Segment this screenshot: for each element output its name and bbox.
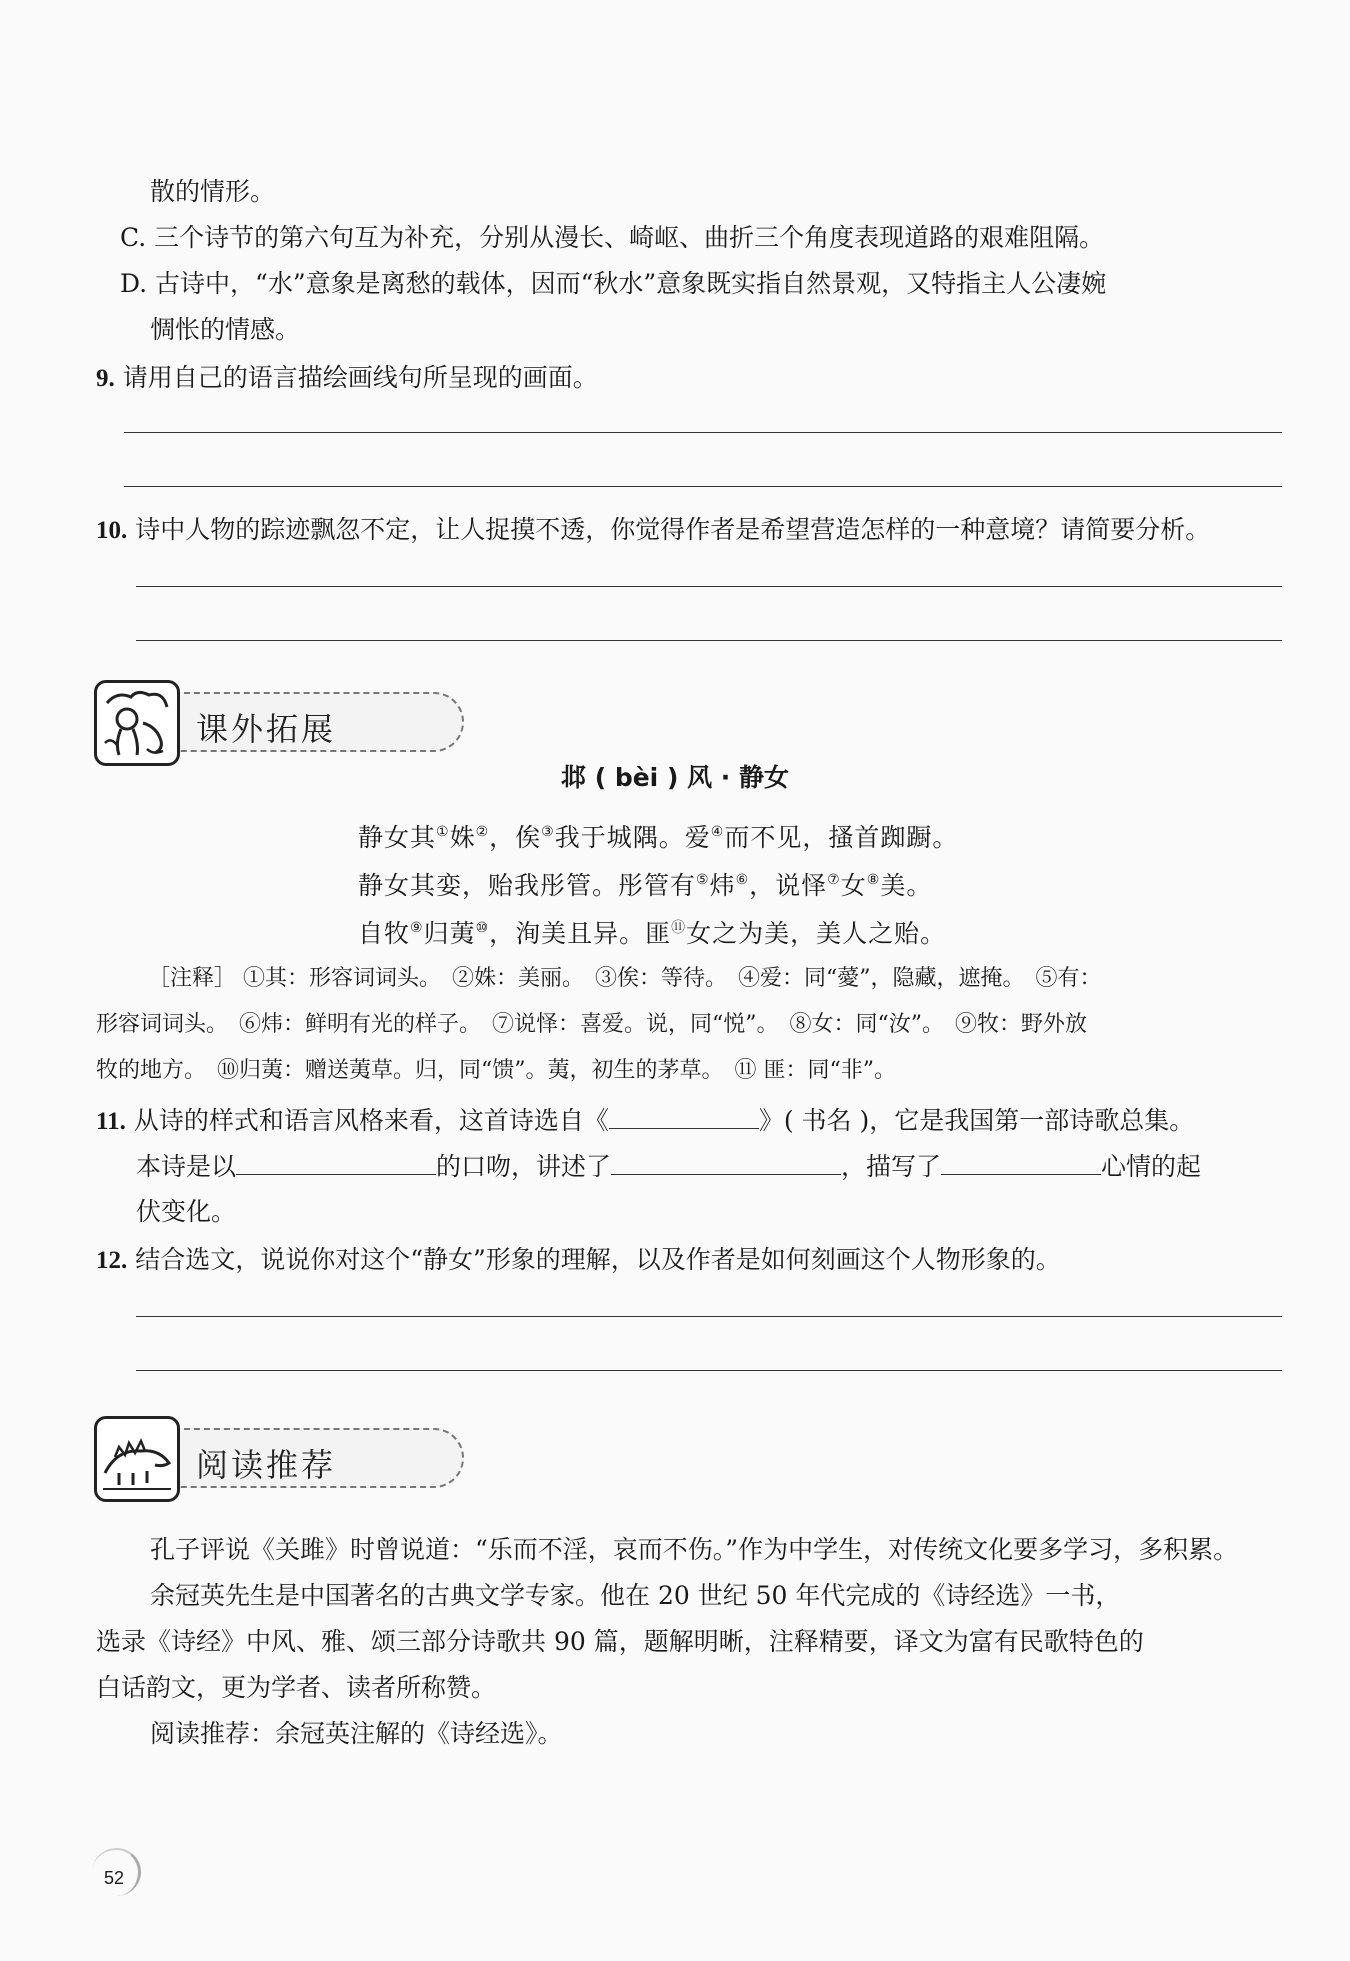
question-text: 的口吻，讲述了 (436, 1152, 612, 1181)
question-text: 本诗是以 (136, 1152, 237, 1181)
poem-text: 女之为美，美人之贻。 (686, 919, 947, 948)
section-label: 阅读推荐 (196, 1446, 337, 1484)
poem-text: 姝 (449, 823, 476, 852)
question-text: 诗中人物的踪迹飘忽不定，让人捉摸不透，你觉得作者是希望营造怎样的一种意境？请简要分析。 (135, 515, 1211, 544)
fill-blank-feeling[interactable] (941, 1148, 1101, 1175)
notes-line-3: 牧的地方。 ⑩归荑：赠送荑草。归，同“馈”。荑，初生的茅草。 ⑪ 匪：同“非”。 (96, 1058, 896, 1083)
poem-title: 邶 ( bèi ) 风 · 静女 (561, 763, 789, 792)
option-c: C. 三个诗节的第六句互为补充，分别从漫长、崎岖、曲折三个角度表现道路的艰难阻隔。 (120, 223, 1105, 252)
question-11-line3: 伏变化。 (136, 1197, 237, 1226)
answer-line[interactable] (124, 486, 1282, 487)
poem-line-3 (358, 916, 946, 952)
option-d-line2: 惆怅的情感。 (150, 315, 301, 344)
notes-line-2: 形容词词头。 ⑥炜：鲜明有光的样子。 ⑦说怿：喜爱。说，同“悦”。 ⑧女：同“汝”。 ⑨牧：野外放 (96, 1012, 1087, 1037)
page-number: 52 (104, 1868, 125, 1888)
answer-line[interactable] (136, 1316, 1282, 1317)
answer-line[interactable] (136, 586, 1282, 587)
notes-line-1: ［注释］ ①其：形容词词头。 ②姝：美丽。 ③俟：等待。 ④爱：同“薆”，隐藏，遮掩。 ⑤有： (148, 966, 1102, 991)
poem-text: ，俟 (489, 823, 542, 852)
section-header-extension (94, 680, 474, 770)
note-marker: ⑥ (735, 872, 750, 888)
question-11-line2 (136, 1148, 1201, 1185)
poem-text: 归荑 (423, 919, 476, 948)
reading-paragraph-2-line2: 选录《诗经》中风、雅、颂三部分诗歌共 90 篇，题解明晰，注释精要，译文为富有民歌特色的 (96, 1627, 1144, 1656)
note-marker: ④ (710, 824, 725, 840)
note-marker: ③ (541, 824, 555, 840)
reading-recommendation: 阅读推荐：余冠英注解的《诗经选》。 (150, 1719, 563, 1748)
poem-text: ，洵美且异。匪 (489, 919, 672, 948)
question-10 (96, 512, 1210, 549)
question-12 (96, 1242, 1061, 1279)
note-marker: ⑦ (827, 872, 841, 888)
question-9 (96, 360, 598, 397)
fill-blank-story[interactable] (611, 1148, 841, 1175)
note-marker: ⑪ (671, 920, 687, 936)
question-text: 结合选文，说说你对这个“静女”形象的理解，以及作者是如何刻画这个人物形象的。 (135, 1245, 1061, 1274)
answer-line[interactable] (136, 640, 1282, 641)
option-b-continuation: 散的情形。 (150, 177, 276, 206)
section-header-reading (94, 1416, 474, 1506)
monkey-icon (94, 680, 180, 766)
poem-text: 我于城隅。爱 (554, 823, 711, 852)
poem-text: ，说怿 (749, 871, 828, 900)
answer-line[interactable] (124, 432, 1282, 433)
poem-text: 而不见，搔首踟蹰。 (724, 823, 959, 852)
note-marker: ① (436, 824, 450, 840)
question-text: 心情的起 (1101, 1152, 1202, 1181)
poem-text: 静女其娈，贻我彤管。彤管有 (358, 871, 697, 900)
note-marker: ⑩ (475, 920, 490, 936)
note-marker: ⑤ (696, 872, 710, 888)
question-text: 从诗的样式和语言风格来看，这首诗选自《 (133, 1106, 609, 1135)
poem-text: 自牧 (358, 919, 411, 948)
note-marker: ⑧ (866, 872, 881, 888)
question-number: 10. (96, 517, 128, 544)
option-d-line1: D. 古诗中，“水”意象是离愁的载体，因而“秋水”意象既实指自然景观，又特指主人公凄婉 (120, 269, 1107, 298)
section-label-box (174, 692, 464, 752)
poem-text: 炜 (709, 871, 736, 900)
poem-text: 女 (840, 871, 867, 900)
poem-text: 静女其 (358, 823, 437, 852)
poem-line-2 (358, 868, 932, 904)
question-number: 11. (96, 1108, 126, 1135)
fill-blank-book-name[interactable] (609, 1102, 759, 1129)
poem-line-1 (358, 820, 958, 856)
poem-text: 美。 (880, 871, 933, 900)
question-number: 12. (96, 1247, 128, 1274)
section-label-box (174, 1428, 464, 1488)
reading-paragraph-2-line1: 余冠英先生是中国著名的古典文学专家。他在 20 世纪 50 年代完成的《诗经选》一书， (150, 1581, 1121, 1610)
question-text: ，描写了 (841, 1152, 942, 1181)
reading-paragraph-1: 孔子评说《关雎》时曾说道：“乐而不淫，哀而不伤。”作为中学生，对传统文化要多学习，多积累。 (150, 1535, 1239, 1564)
reading-paragraph-2-line3: 白话韵文，更为学者、读者所称赞。 (96, 1673, 497, 1702)
section-label: 课外拓展 (196, 710, 337, 748)
fill-blank-voice[interactable] (236, 1148, 436, 1175)
question-text: 请用自己的语言描绘画线句所呈现的画面。 (122, 363, 598, 392)
question-11-line1 (96, 1102, 1194, 1140)
note-marker: ⑨ (410, 920, 424, 936)
question-text: 》( 书名 )，它是我国第一部诗歌总集。 (758, 1106, 1195, 1135)
note-marker: ② (475, 824, 490, 840)
answer-line[interactable] (136, 1370, 1282, 1371)
question-number: 9. (96, 365, 115, 392)
dinosaur-icon (94, 1416, 180, 1502)
